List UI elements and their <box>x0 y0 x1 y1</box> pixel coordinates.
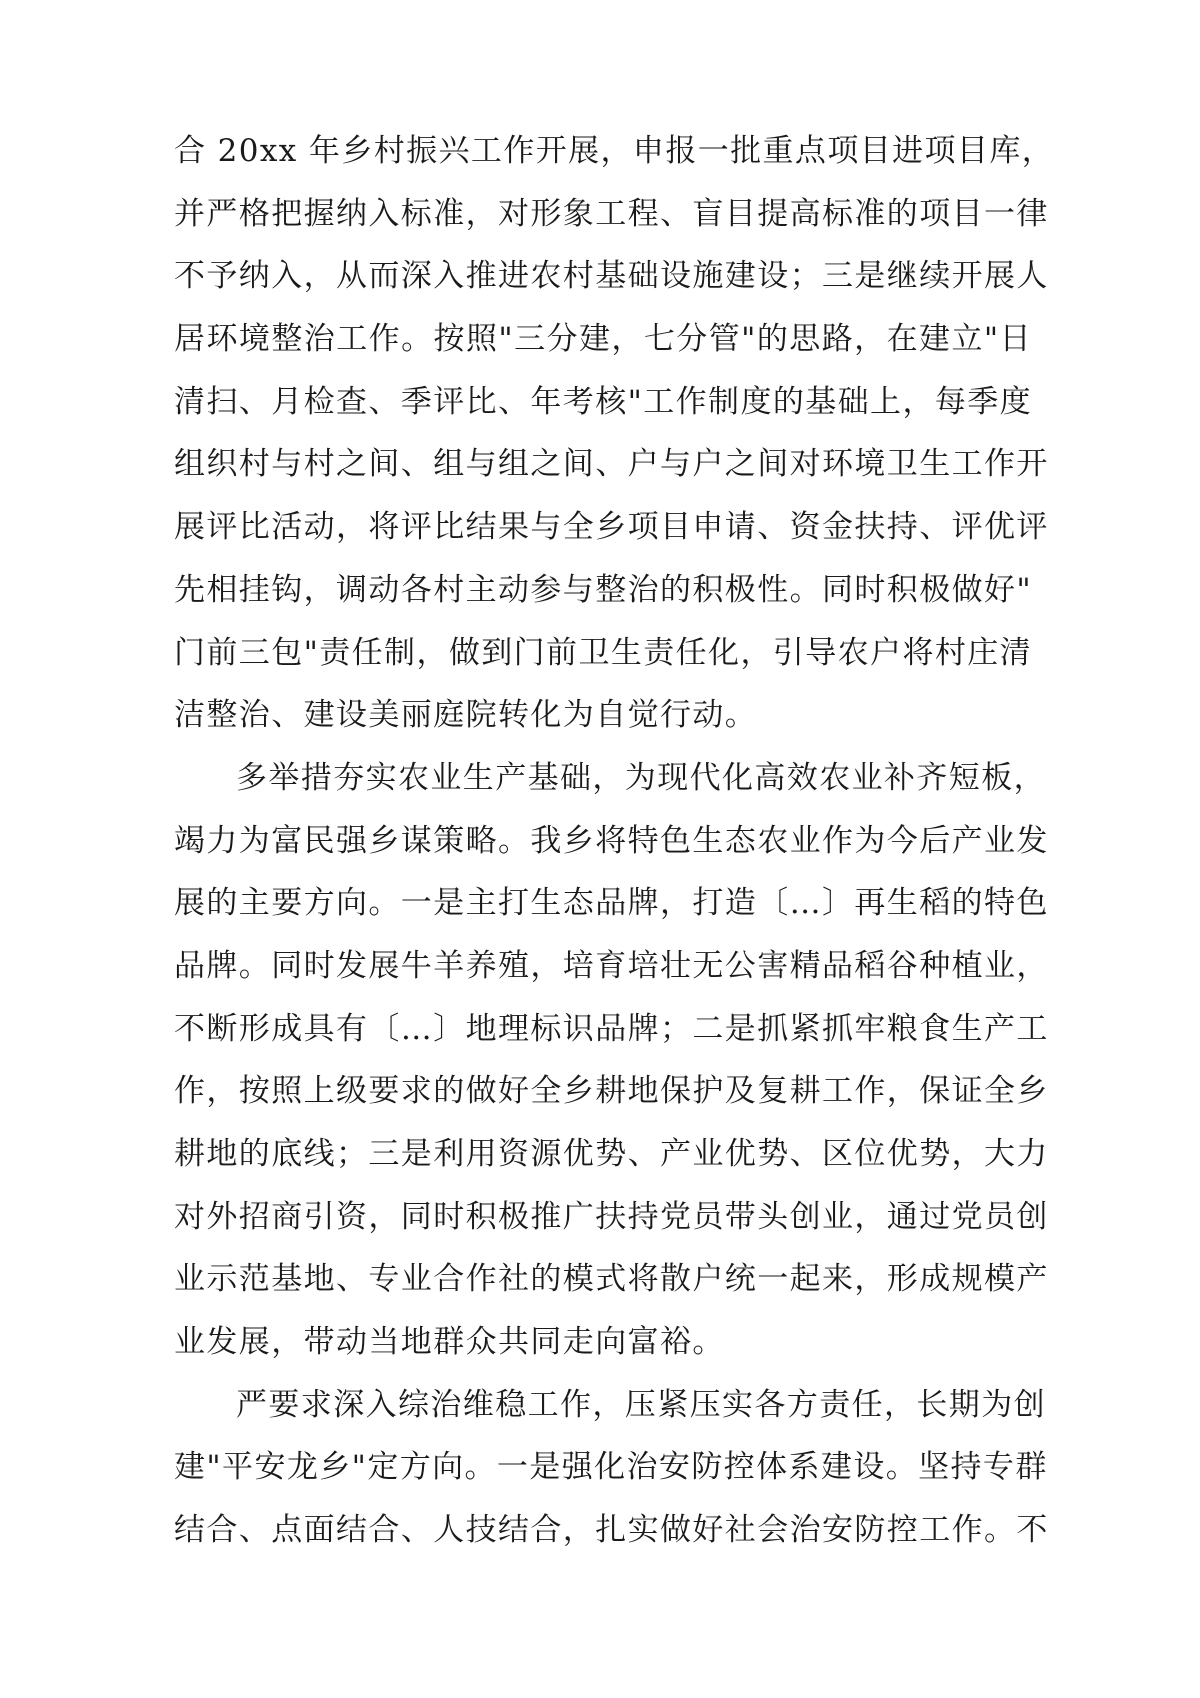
paragraph-line: 清扫、月检查、季评比、年考核"工作制度的基础上，每季度 <box>174 383 1033 420</box>
paragraph-line: 多举措夯实农业生产基础，为现代化高效农业补齐短板， <box>236 759 1046 796</box>
paragraph-1 <box>174 120 1055 747</box>
paragraph-line: 洁整治、建设美丽庭院转化为自觉行动。 <box>174 697 758 734</box>
paragraph-line: 先相挂钩，调动各村主动参与整治的积极性。同时积极做好" <box>174 571 1033 608</box>
paragraph-line: 耕地的底线；三是利用资源优势、产业优势、区位优势，大力 <box>174 1136 1049 1172</box>
paragraph-line: 作，按照上级要求的做好全乡耕地保护及复耕工作，保证全乡 <box>174 1073 1049 1110</box>
paragraph-line: 展评比活动，将评比结果与全乡项目申请、资金扶持、评优评 <box>174 509 1049 546</box>
paragraph-line: 展的主要方向。一是主打生态品牌，打造〔…〕再生稻的特色 <box>174 885 1049 922</box>
paragraph-line: 品牌。同时发展牛羊养殖，培育培壮无公害精品稻谷种植业， <box>174 947 1049 984</box>
paragraph-line: 严要求深入综治维稳工作，压紧压实各方责任，长期为创 <box>236 1386 1046 1423</box>
paragraph-line: 建"平安龙乡"定方向。一是强化治安防控体系建设。坚持专群 <box>174 1449 1048 1486</box>
paragraph-line: 组织村与村之间、组与组之间、户与户之间对环境卫生工作开 <box>174 446 1049 483</box>
body-text <box>174 120 1055 1562</box>
paragraph-3 <box>174 1374 1049 1562</box>
paragraph-line: 竭力为富民强乡谋策略。我乡将特色生态农业作为今后产业发 <box>174 822 1049 859</box>
paragraph-line: 居环境整治工作。按照"三分建，七分管"的思路，在建立"日 <box>174 321 1032 358</box>
paragraph-line: 合 20xx 年乡村振兴工作开展，申报一批重点项目进项目库， <box>174 133 1055 169</box>
paragraph-line: 对外招商引资，同时积极推广扶持党员带头创业，通过党员创 <box>174 1198 1049 1235</box>
paragraph-line: 并严格把握纳入标准，对形象工程、盲目提高标准的项目一律 <box>174 195 1049 232</box>
paragraph-line: 结合、点面结合、人技结合，扎实做好社会治安防控工作。不 <box>174 1512 1049 1549</box>
paragraph-line: 不予纳入，从而深入推进农村基础设施建设；三是继续开展人 <box>174 258 1049 295</box>
paragraph-2 <box>174 747 1049 1374</box>
paragraph-line: 业发展，带动当地群众共同走向富裕。 <box>174 1324 725 1361</box>
paragraph-line: 门前三包"责任制，做到门前卫生责任化，引导农户将村庄清 <box>174 634 1033 671</box>
paragraph-line: 不断形成具有〔…〕地理标识品牌；二是抓紧抓牢粮食生产工 <box>174 1010 1049 1047</box>
paragraph-line: 业示范基地、专业合作社的模式将散户统一起来，形成规模产 <box>174 1261 1049 1298</box>
